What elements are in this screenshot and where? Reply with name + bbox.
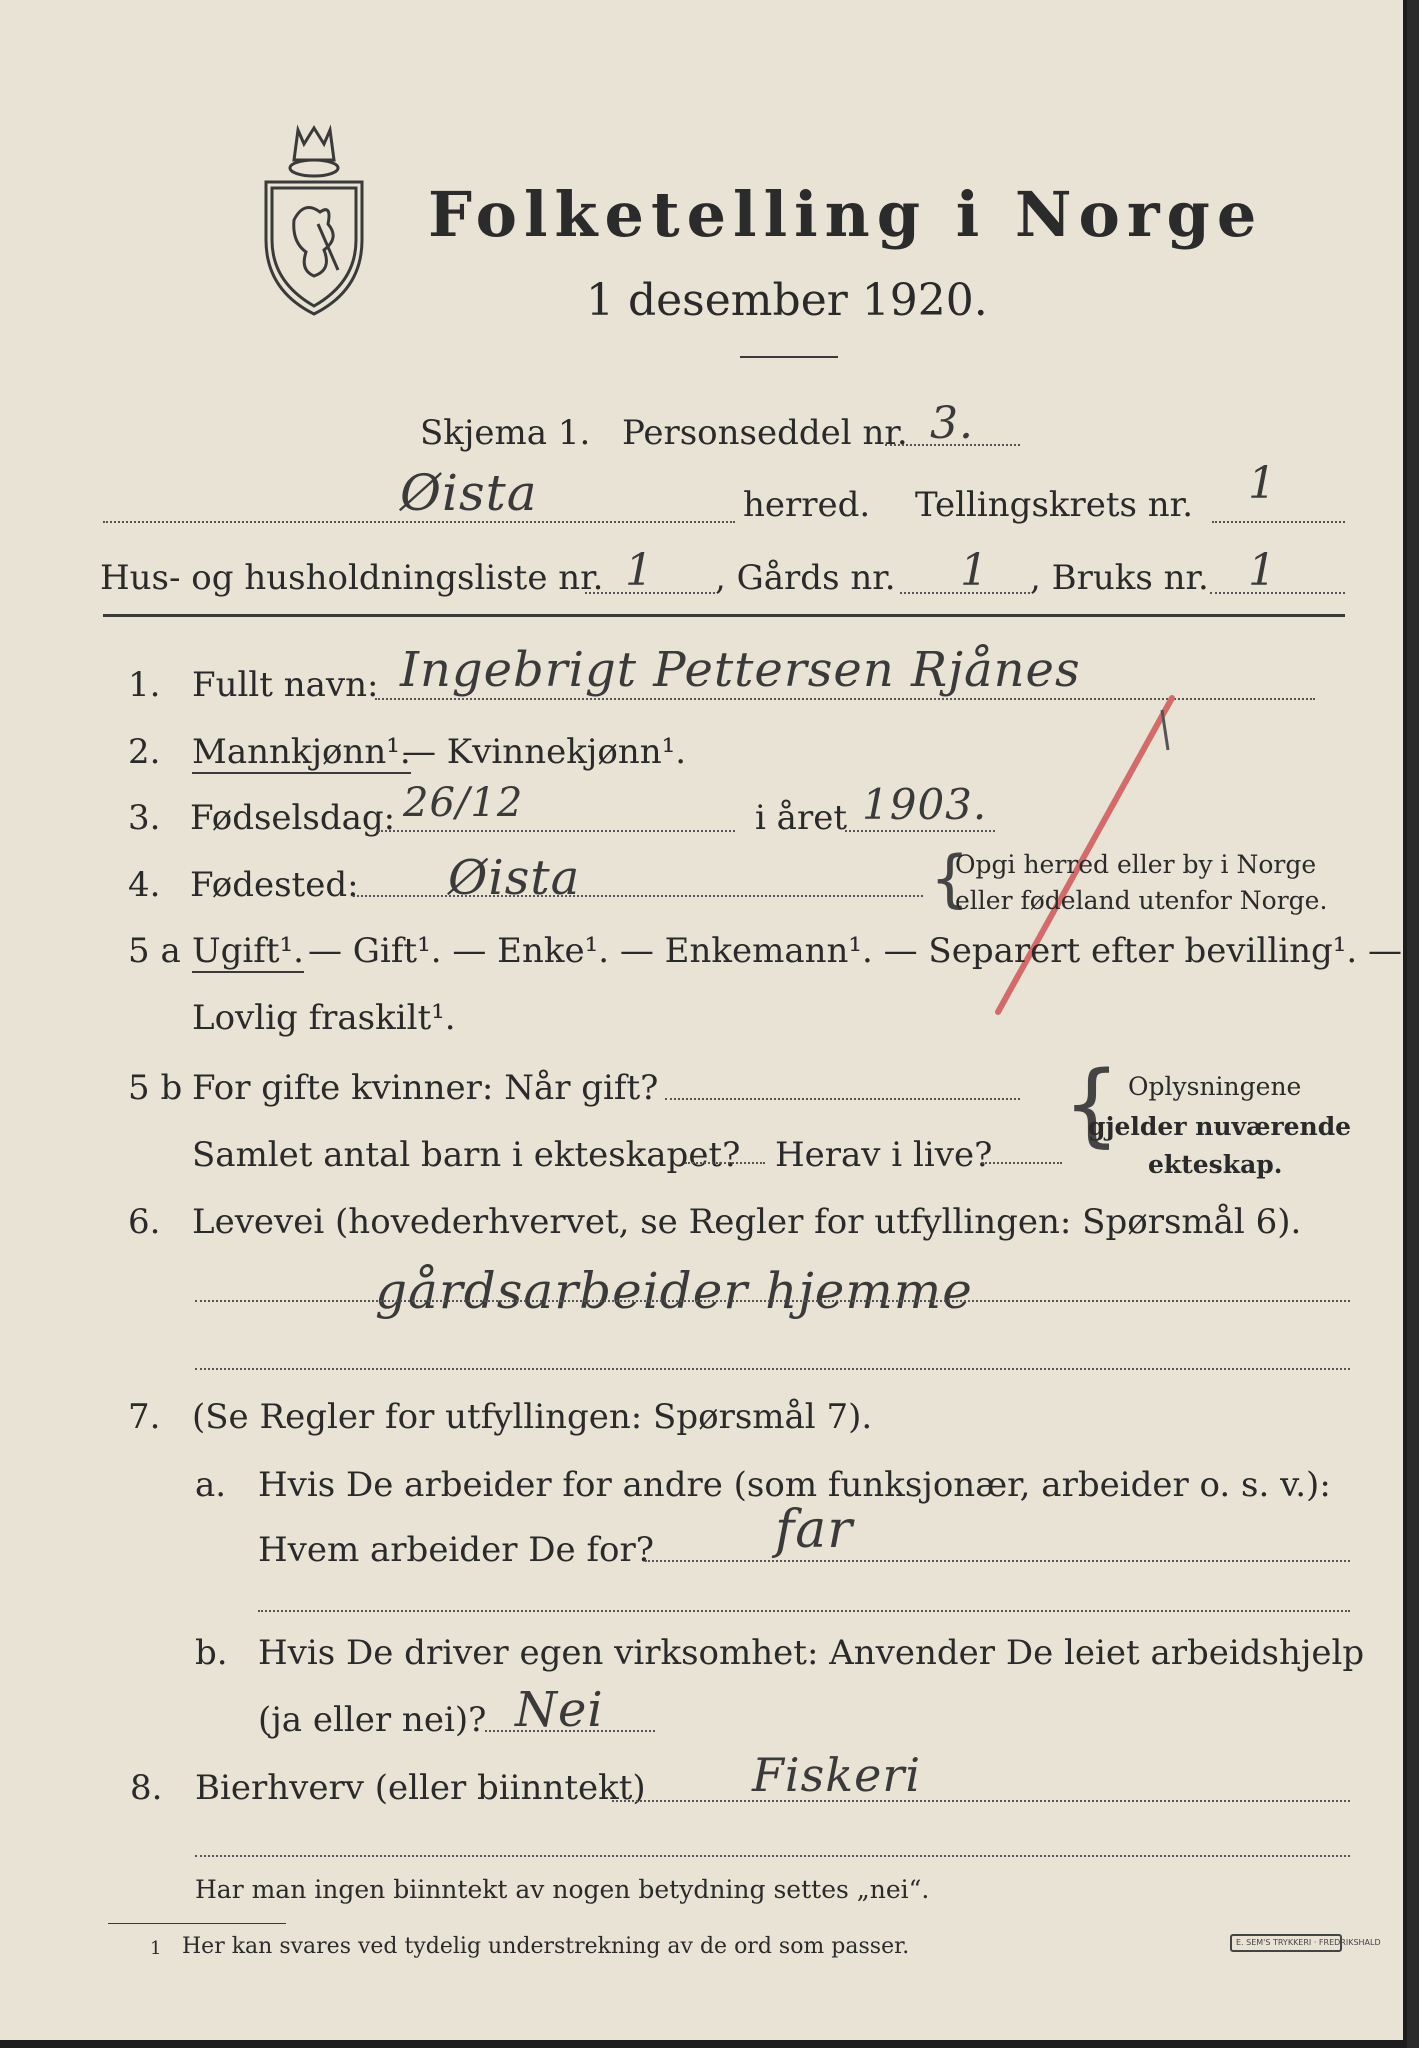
q2-number: 2. [128,732,161,772]
bruks-line [1210,592,1345,594]
q8-number: 8. [130,1768,163,1808]
q4-label: Fødested: [190,865,359,905]
q3-line [378,830,735,832]
q4-number: 4. [128,865,161,905]
q4-brace: { [930,842,970,915]
q4-value: Øista [448,850,581,906]
q7-label: (Se Regler for utfyllingen: Spørsmål 7). [192,1397,873,1437]
q7a-label: Hvis De arbeider for andre (som funksjonær, arbeider o. s. v.): [258,1465,1331,1505]
q3-number: 3. [128,798,161,838]
hus-label: Hus- og husholdningsliste nr. [100,558,604,598]
q3-year-line [845,830,995,832]
bruks-value: 1 [1248,545,1277,596]
q6-number: 6. [128,1202,161,1242]
q4-line [353,895,923,897]
q8-line [612,1800,1350,1802]
form-title: Folketelling i Norge [428,178,1264,251]
personseddel-value: 3. [930,398,974,449]
personseddel-label: Personseddel nr. [622,413,908,453]
q8-label: Bierhverv (eller biinntekt) [195,1768,646,1808]
tellingskrets-label: Tellingskrets nr. [915,485,1194,525]
q5b-alive-line [982,1162,1062,1164]
q5b-number: 5 b [128,1068,183,1108]
printer-stamp: E. SEM'S TRYKKERI · FREDRIKSHALD [1230,1934,1342,1952]
q7b-label: Hvis De driver egen virksomhet: Anvender De leiet arbeidshjelp [258,1633,1365,1673]
q1-number: 1. [128,665,161,705]
q5a-divorced-option: Lovlig fraskilt¹. [192,998,456,1038]
q8-value: Fiskeri [752,1748,922,1802]
q5b-note-line1: Oplysningene [1128,1072,1302,1101]
q1-label: Fullt navn: [192,665,379,705]
footer-note: Har man ingen biinntekt av nogen betydning settes „nei“. [195,1875,930,1904]
gards-value: 1 [960,545,989,596]
gards-label: , Gårds nr. [715,558,896,598]
title-divider [740,356,838,358]
skjema-label: Skjema 1. [420,413,591,453]
q5a-number: 5 a [128,931,181,971]
q5a-other-options: — Gift¹. — Enke¹. — Enkemann¹. — Separert efter bevilling¹. — [308,931,1403,971]
q5b-children-label: Samlet antal barn i ekteskapet? [192,1135,741,1175]
q5b-married-line [665,1098,1020,1100]
q3-value: 26/12 [403,780,524,826]
q7a-line [645,1560,1350,1562]
footnote-rule [108,1923,286,1924]
q4-note-line1: Opgi herred eller by i Norge [955,850,1317,879]
q7b-question: (ja eller nei)? [258,1700,487,1740]
q2-male-option: Mannkjønn¹. [192,732,411,772]
q3-year-label: i året [755,798,847,838]
q6-line2 [195,1368,1350,1370]
q5b-note-line2: gjelder nuværende [1088,1112,1352,1141]
q5a-unmarried-option: Ugift¹. [192,931,304,971]
q3-year-value: 1903. [862,780,988,829]
q1-value: Ingebrigt Pettersen Rjånes [400,642,1081,698]
q6-value: gårdsarbeider hjemme [375,1262,973,1320]
q7a-question: Hvem arbeider De for? [258,1530,654,1570]
q7a-value: far [775,1500,854,1560]
q8-line2 [195,1855,1350,1857]
q4-note-line2: eller fødeland utenfor Norge. [955,886,1328,915]
bruks-label: , Bruks nr. [1030,558,1209,598]
tellingskrets-value: 1 [1248,458,1277,509]
q5b-note-line3: ekteskap. [1148,1150,1283,1179]
q7-number: 7. [128,1397,161,1437]
q5b-alive-label: Herav i live? [775,1135,993,1175]
q7b-letter: b. [195,1633,228,1673]
q5b-children-line [685,1162,765,1164]
tellingskrets-line [1212,521,1345,523]
coat-of-arms-icon [258,120,370,320]
q5b-brace: { [1063,1052,1121,1157]
q2-female-option: — Kvinnekjønn¹. [402,732,687,772]
q7a-letter: a. [195,1465,227,1505]
q7b-value: Nei [515,1682,604,1738]
header-separator [103,614,1345,617]
q5b-label: For gifte kvinner: Når gift? [192,1068,659,1108]
q7a-line2 [258,1610,1350,1612]
herred-label: herred. [743,485,871,525]
q6-label: Levevei (hovederhvervet, se Regler for utfyllingen: Spørsmål 6). [192,1202,1302,1242]
herred-value: Øista [400,464,538,522]
footnote-text: Her kan svares ved tydelig understrekning av de ord som passer. [182,1934,910,1959]
q3-label: Fødselsdag: [190,798,396,838]
census-date: 1 desember 1920. [586,275,988,326]
q6-line1 [195,1300,1350,1302]
hus-value: 1 [625,545,654,596]
footnote-mark: 1 [150,1938,162,1959]
